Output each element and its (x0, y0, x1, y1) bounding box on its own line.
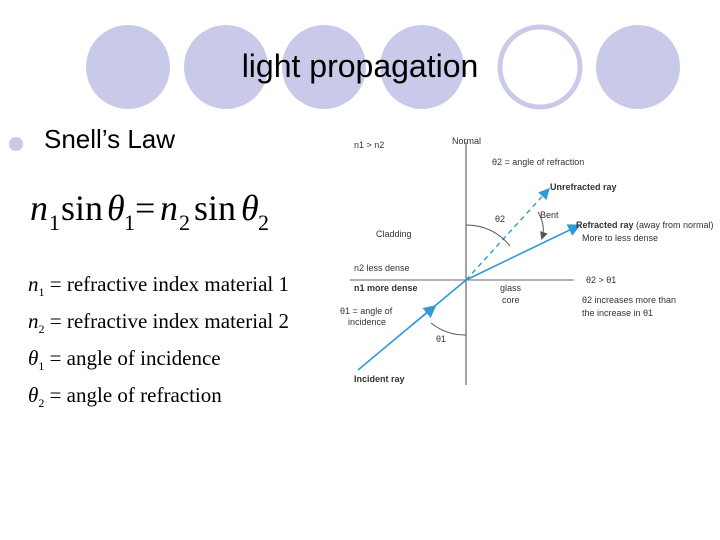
glass-label: glass (500, 283, 522, 293)
legend-text: = refractive index material 1 (44, 272, 289, 296)
theta2-label: θ2 (495, 214, 506, 224)
theta1-definition-b: incidence (348, 317, 387, 327)
legend-symbol: θ (28, 383, 39, 407)
away-from-normal-label: (away from normal) (636, 220, 714, 230)
legend-subscript: 1 (38, 359, 45, 374)
unrefracted-ray-label: Unrefracted ray (550, 182, 617, 192)
formula-theta2-sub: 2 (258, 210, 269, 235)
formula-equals: = (135, 188, 156, 228)
theta1-definition-a: θ1 = angle of (340, 306, 393, 316)
n2-less-dense-label: n2 less dense (354, 263, 410, 273)
legend-row (28, 309, 289, 346)
bent-label: Bent (540, 210, 559, 220)
theta2-arc (466, 225, 510, 246)
legend-subscript: 2 (38, 396, 45, 411)
formula-n2-sub: 2 (179, 210, 190, 235)
formula-sin2: sin (194, 188, 237, 228)
normal-label: Normal (452, 136, 482, 146)
theta1-label: θ1 (436, 334, 447, 344)
refraction-diagram (338, 130, 720, 395)
formula-sin1: sin (61, 188, 104, 228)
formula-n1-sub: 1 (49, 210, 60, 235)
legend-row (28, 383, 289, 420)
n1-gt-n2-label: n1 > n2 (354, 140, 385, 150)
refracted-ray (466, 226, 578, 280)
formula-n1: n (30, 188, 48, 228)
n1-more-dense-label: n1 more dense (354, 283, 418, 293)
legend-symbol: n (28, 272, 39, 296)
formula-n2: n (160, 188, 178, 228)
legend-text: = refractive index material 2 (44, 309, 289, 333)
formula-theta1-sub: 1 (124, 210, 135, 235)
legend-row (28, 272, 289, 309)
legend-row (28, 346, 289, 383)
legend-subscript: 1 (38, 285, 45, 300)
legend-subscript: 2 (38, 322, 45, 337)
cladding-label: Cladding (376, 229, 412, 239)
theta2-definition: θ2 = angle of refraction (492, 157, 585, 167)
more-to-less-dense-label: More to less dense (582, 233, 659, 243)
snells-law-formula (28, 186, 328, 236)
increase-in-theta1-label: the increase in θ1 (582, 308, 654, 318)
formula-theta2: θ (241, 188, 259, 228)
incident-ray-arrow (412, 307, 434, 325)
variable-legend (28, 272, 289, 420)
theta2-gt-theta1-label: θ2 > θ1 (586, 275, 617, 285)
incident-ray-label: Incident ray (354, 374, 405, 384)
refracted-ray-label: Refracted ray (576, 220, 634, 230)
slide-title: light propagation (241, 48, 479, 84)
theta2-increases-label: θ2 increases more than (582, 295, 677, 305)
deco-circle (596, 25, 680, 109)
formula-theta1: θ (107, 188, 125, 228)
deco-circle (86, 25, 170, 109)
legend-symbol: n (28, 309, 39, 333)
bullet-text: Snell’s Law (44, 124, 176, 154)
unrefracted-ray (466, 190, 548, 280)
core-label: core (502, 295, 520, 305)
legend-text: = angle of incidence (44, 346, 221, 370)
legend-symbol: θ (28, 346, 39, 370)
legend-text: = angle of refraction (44, 383, 222, 407)
bullet-dot (9, 137, 23, 151)
